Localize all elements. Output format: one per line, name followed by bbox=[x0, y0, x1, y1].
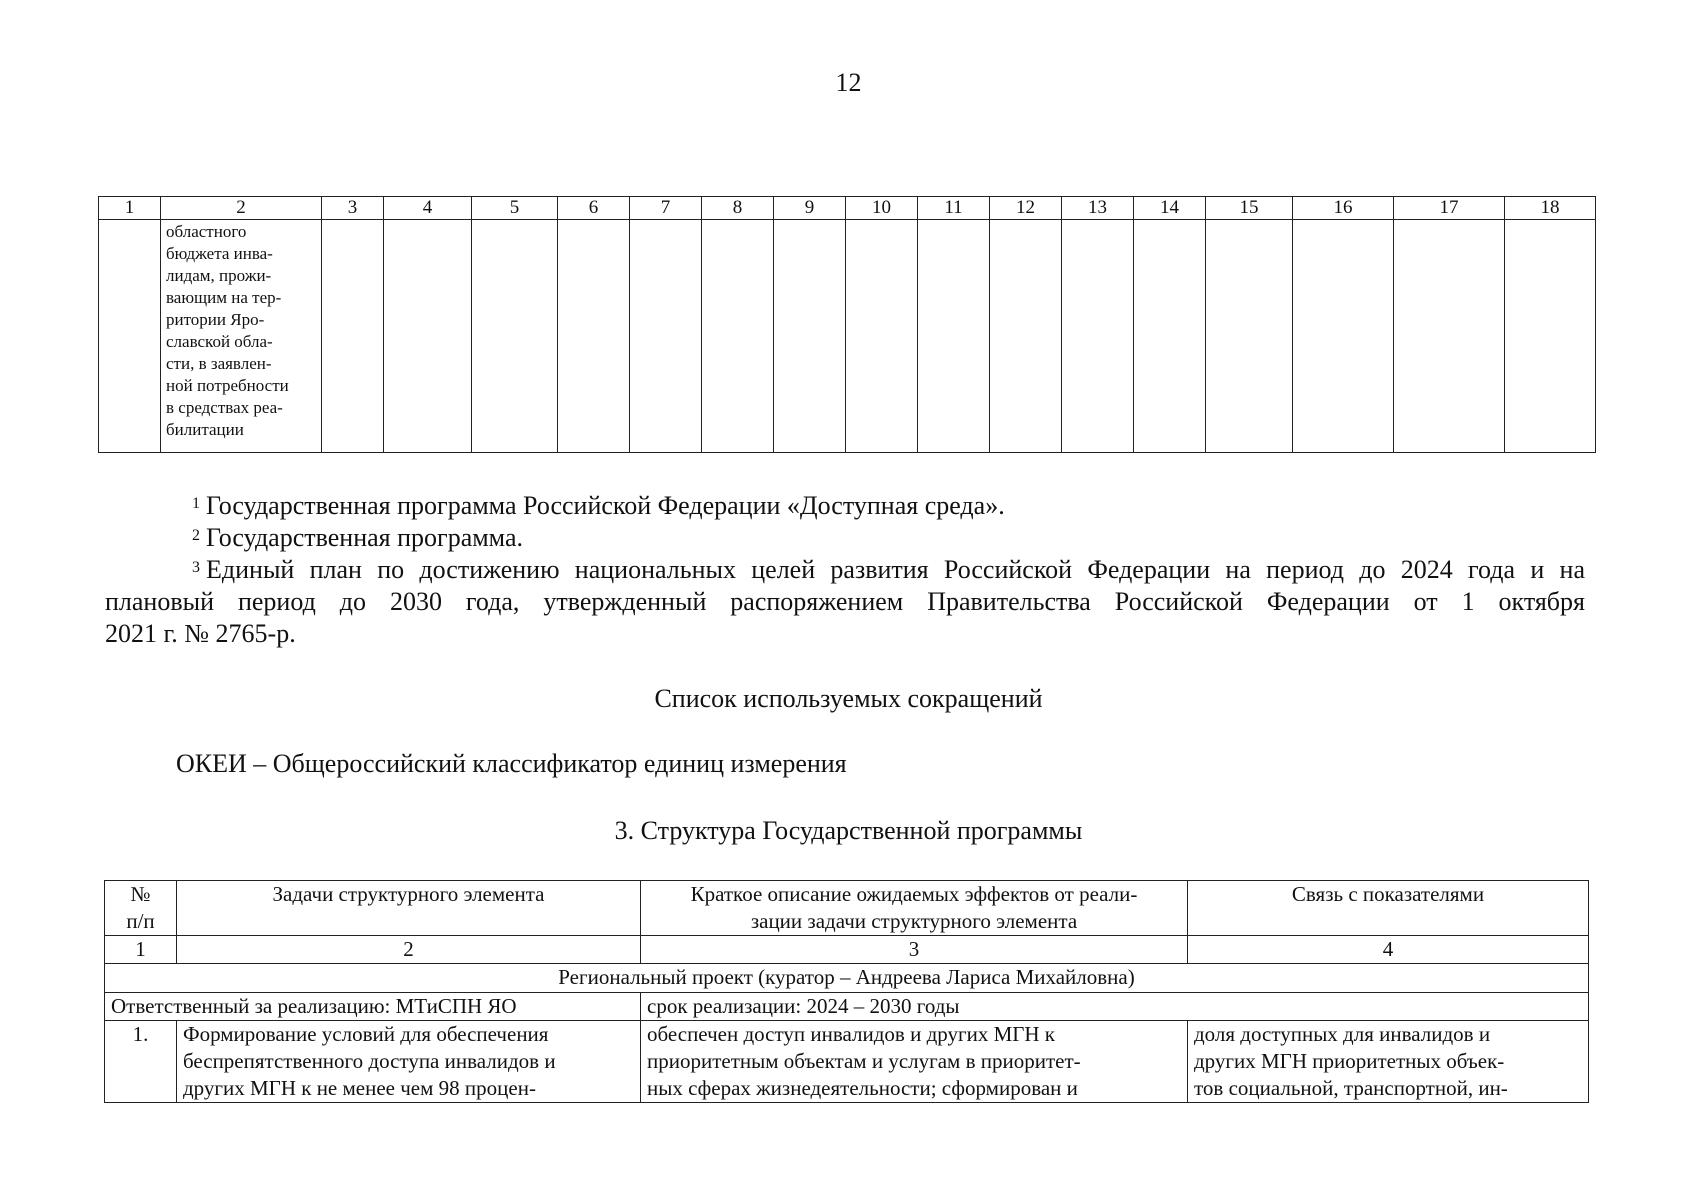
footnote-text: Государственная программа. bbox=[206, 523, 524, 552]
table-cell bbox=[558, 220, 630, 453]
footnote-line: плановый период до 2030 года, утвержденный распоряжением Правительства Российской Федерации от 1 октября bbox=[105, 587, 1585, 616]
footnote-1 bbox=[192, 490, 1005, 522]
column-number: 9 bbox=[774, 197, 846, 220]
continuation-table bbox=[98, 196, 1596, 453]
footnote-2 bbox=[192, 522, 523, 554]
responsible-text: Ответственный за реализацию: МТиСПН ЯО bbox=[105, 993, 641, 1021]
header-line: № bbox=[130, 882, 151, 906]
column-number: 8 bbox=[702, 197, 774, 220]
column-number: 5 bbox=[472, 197, 558, 220]
column-number: 4 bbox=[1188, 936, 1589, 964]
column-number: 17 bbox=[1394, 197, 1505, 220]
task-line: других МГН к не менее чем 98 процен- bbox=[183, 1076, 536, 1100]
table-cell bbox=[99, 220, 161, 453]
indicator-line: доля доступных для инвалидов и bbox=[1194, 1022, 1491, 1046]
effect-line: приоритетным объектам и услугам в приоритет- bbox=[647, 1049, 1081, 1073]
column-number: 7 bbox=[630, 197, 702, 220]
column-number: 13 bbox=[1062, 197, 1134, 220]
footnote-mark: 2 bbox=[192, 527, 200, 544]
header-line: п/п bbox=[126, 909, 155, 933]
row-number: 1. bbox=[105, 1021, 177, 1103]
responsible-row bbox=[105, 993, 1589, 1021]
effect-line: ных сферах жизнедеятельности; сформирован и bbox=[647, 1076, 1078, 1100]
table-header-row bbox=[105, 881, 1589, 936]
column-number: 12 bbox=[990, 197, 1062, 220]
column-number: 14 bbox=[1134, 197, 1206, 220]
table-cell bbox=[630, 220, 702, 453]
column-number: 15 bbox=[1206, 197, 1293, 220]
column-number: 16 bbox=[1293, 197, 1394, 220]
description-line: бюджета инва- bbox=[166, 244, 273, 263]
footnote-text: Единый план по достижению национальных целей развития Российской Федерации на период до 2024 года и на bbox=[206, 555, 1585, 584]
effect-line: обеспечен доступ инвалидов и других МГН к bbox=[647, 1022, 1056, 1046]
project-title: Региональный проект (куратор – Андреева Лариса Михайловна) bbox=[105, 964, 1589, 993]
table-row bbox=[99, 220, 1596, 453]
description-line: славской обла- bbox=[166, 332, 273, 351]
table-cell bbox=[384, 220, 472, 453]
task-line: Формирование условий для обеспечения bbox=[183, 1022, 549, 1046]
period-text: срок реализации: 2024 – 2030 годы bbox=[641, 993, 1589, 1021]
table-cell bbox=[472, 220, 558, 453]
column-number-row bbox=[105, 936, 1589, 964]
table-cell bbox=[1206, 220, 1293, 453]
column-number: 11 bbox=[918, 197, 990, 220]
indicator-description-cell bbox=[161, 220, 322, 453]
footnote-text: Государственная программа Российской Федерации «Доступная среда». bbox=[206, 491, 1005, 520]
abbreviations-heading: Список используемых сокращений bbox=[654, 684, 1043, 713]
table-cell bbox=[1394, 220, 1505, 453]
column-number: 1 bbox=[105, 936, 177, 964]
indicator-cell bbox=[1188, 1021, 1589, 1103]
header-line: зации задачи структурного элемента bbox=[750, 909, 1078, 933]
effect-cell bbox=[641, 1021, 1188, 1103]
column-number: 6 bbox=[558, 197, 630, 220]
column-number: 4 bbox=[384, 197, 472, 220]
header-tasks: Задачи структурного элемента bbox=[177, 881, 641, 936]
header-effects bbox=[641, 881, 1188, 936]
description-line: в средствах реа- bbox=[166, 398, 283, 417]
task-line: беспрепятственного доступа инвалидов и bbox=[183, 1049, 556, 1073]
header-line: Краткое описание ожидаемых эффектов от реали- bbox=[690, 882, 1138, 906]
footnote-mark: 3 bbox=[192, 559, 200, 576]
footnote-line bbox=[105, 554, 1585, 586]
table-row bbox=[105, 1021, 1589, 1103]
table-cell bbox=[846, 220, 918, 453]
footnote-mark: 1 bbox=[192, 495, 200, 512]
table-cell bbox=[1505, 220, 1596, 453]
footnote-line: 2021 г. № 2765-р. bbox=[105, 619, 296, 648]
table-cell bbox=[918, 220, 990, 453]
table-cell bbox=[990, 220, 1062, 453]
column-number: 3 bbox=[322, 197, 384, 220]
description-line: лидам, прожи- bbox=[166, 266, 272, 285]
table-cell bbox=[1062, 220, 1134, 453]
description-line: сти, в заявлен- bbox=[166, 354, 272, 373]
header-indicators: Связь с показателями bbox=[1188, 881, 1589, 936]
table-cell bbox=[1293, 220, 1394, 453]
column-number: 2 bbox=[161, 197, 322, 220]
column-number: 10 bbox=[846, 197, 918, 220]
header-number bbox=[105, 881, 177, 936]
description-line: ритории Яро- bbox=[166, 310, 265, 329]
abbreviation-item: ОКЕИ – Общероссийский классификатор единиц измерения bbox=[176, 749, 847, 778]
description-line: билитации bbox=[166, 420, 244, 439]
description-line: вающим на тер- bbox=[166, 288, 282, 307]
indicator-line: других МГН приоритетных объек- bbox=[1194, 1049, 1505, 1073]
table-cell bbox=[774, 220, 846, 453]
column-number: 18 bbox=[1505, 197, 1596, 220]
footnote-3 bbox=[105, 554, 1585, 650]
table-cell bbox=[322, 220, 384, 453]
page-number: 12 bbox=[835, 68, 862, 97]
table-cell bbox=[702, 220, 774, 453]
structure-table bbox=[104, 880, 1589, 1103]
description-line: областного bbox=[166, 222, 247, 241]
indicator-line: тов социальной, транспортной, ин- bbox=[1194, 1076, 1508, 1100]
column-number: 3 bbox=[641, 936, 1188, 964]
column-number: 2 bbox=[177, 936, 641, 964]
column-number: 1 bbox=[99, 197, 161, 220]
section-heading: 3. Структура Государственной программы bbox=[614, 816, 1083, 845]
table-cell bbox=[1134, 220, 1206, 453]
description-line: ной потребности bbox=[166, 376, 289, 395]
task-cell bbox=[177, 1021, 641, 1103]
table-header-row bbox=[99, 197, 1596, 220]
project-row bbox=[105, 964, 1589, 993]
